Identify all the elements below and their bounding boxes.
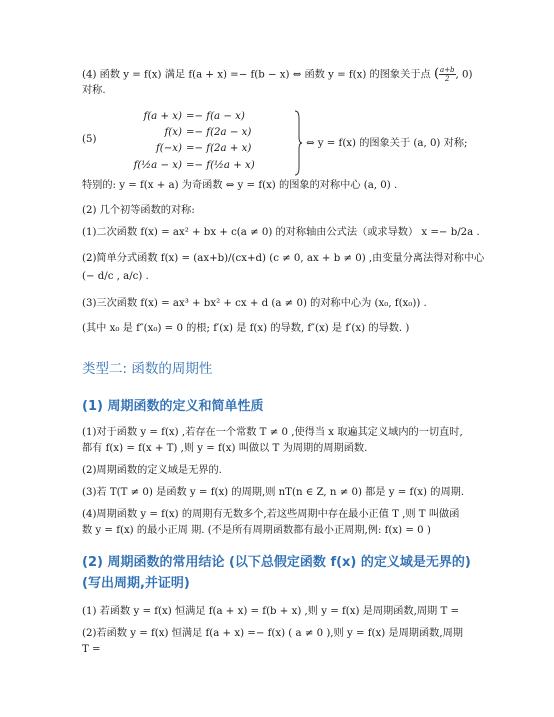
- fractional-function-line2: (− d/c , a/c) .: [82, 271, 149, 282]
- right-brace-icon: [294, 110, 302, 176]
- item5-rhs: =− f(2a + x): [186, 143, 252, 154]
- derivative-note: (其中 x₀ 是 f″(x₀) = 0 的根; f′(x) 是 f(x) 的导数, f″(x) 是 f′(x) 的导数. ): [82, 323, 410, 334]
- item5-lhs: f(a + x): [143, 111, 182, 122]
- conclusion-2-line2: T =: [82, 644, 101, 655]
- fractional-function-line1: (2)简单分式函数 f(x) = (ax+b)/(cx+d) (c ≠ 0, ax + b ≠ 0) ,由变量分离法得对称中心: [82, 253, 485, 264]
- def2: (2)周期函数的定义域是无界的.: [82, 465, 222, 476]
- item5-rhs: =− f(a − x): [186, 111, 245, 122]
- item5-lhs: f(−x): [155, 143, 182, 154]
- item4-line1: (4) 函数 y = f(x) 满足 f(a + x) =− f(b − x) ⇔ 函数 y = f(x) 的图象关于点 ( $\frac{a+b}{2}$ , 0): [82, 66, 473, 83]
- def3: (3)若 T(T ≠ 0) 是函数 y = f(x) 的周期,则 nT(n ∈ Z, n ≠ 0) 都是 y = f(x) 的周期.: [82, 487, 465, 498]
- item5-rhs: =− f(½a + x): [186, 160, 255, 171]
- item4-frac-den: 2: [445, 75, 450, 83]
- conclusion-1: (1) 若函数 y = f(x) 恒满足 f(a + x) = f(b + x) ,则 y = f(x) 是周期函数,周期 T =: [82, 606, 460, 617]
- def1-line2: 都有 f(x) = f(x + T) ,则 y = f(x) 叫做以 T 为周期的周期函数.: [82, 443, 368, 454]
- heading-definition: (1) 周期函数的定义和简单性质: [82, 399, 264, 414]
- quadratic-symmetry: (1)二次函数 f(x) = ax² + bx + c(a ≠ 0) 的对称轴由公式法（或求导数） x =− b/2a .: [82, 227, 480, 238]
- special-case-note: 特别的: y = f(x + a) 为奇函数 ⇔ y = f(x) 的图象的对称中心 (a, 0) .: [82, 180, 398, 191]
- heading-common-conclusions: (2) 周期函数的常用结论 (以下总假定函数 f(x) 的定义域是无界的) (写出周期,并证明): [82, 555, 471, 591]
- item5-row: [104, 142, 294, 156]
- type2-heading: 类型二: 函数的周期性: [82, 361, 213, 377]
- item4-fraction: [439, 66, 456, 83]
- item5-lhs: f(½a − x): [133, 160, 182, 171]
- item4-text: (4) 函数 y = f(x) 满足 f(a + x) =− f(b − x) ⇔ 函数 y = f(x) 的图象关于点: [82, 69, 434, 81]
- item5-label: (5): [82, 134, 97, 145]
- item5-row: [104, 110, 294, 124]
- cubic-symmetry: (3)三次函数 f(x) = ax³ + bx² + cx + d (a ≠ 0) 的对称中心为 (x₀, f(x₀)) .: [82, 298, 427, 309]
- section-elementary-functions: (2) 几个初等函数的对称:: [82, 205, 195, 216]
- item4-line2: 对称.: [82, 85, 106, 96]
- item5-row: [104, 126, 294, 140]
- item5-row: [104, 159, 294, 173]
- item4-frac-num: a+b: [440, 66, 455, 74]
- item5-equation-system: [82, 110, 474, 176]
- conclusion-2-line1: (2)若函数 y = f(x) 恒满足 f(a + x) =− f(x) ( a ≠ 0 ),则 y = f(x) 是周期函数,周期: [82, 628, 463, 639]
- item5-lhs: f(x): [164, 127, 182, 138]
- def4-line1: (4)周期函数 y = f(x) 的周期有无数多个,若这些周期中存在最小正值 T ,则 T 叫做函: [82, 509, 460, 520]
- item4-text-end: , 0): [455, 69, 473, 81]
- item5-conclusion: ⇔ y = f(x) 的图象关于 (a, 0) 对称;: [306, 138, 468, 149]
- def4-line2: 数 y = f(x) 的最小正周 期. (不是所有周期函数都有最小正周期,例: f(x) = 0 ): [82, 525, 431, 536]
- def1-line1: (1)对于函数 y = f(x) ,若存在一个常数 T ≠ 0 ,使得当 x 取遍其定义域内的一切直时,: [82, 427, 463, 438]
- item5-rhs: =− f(2a − x): [186, 127, 252, 138]
